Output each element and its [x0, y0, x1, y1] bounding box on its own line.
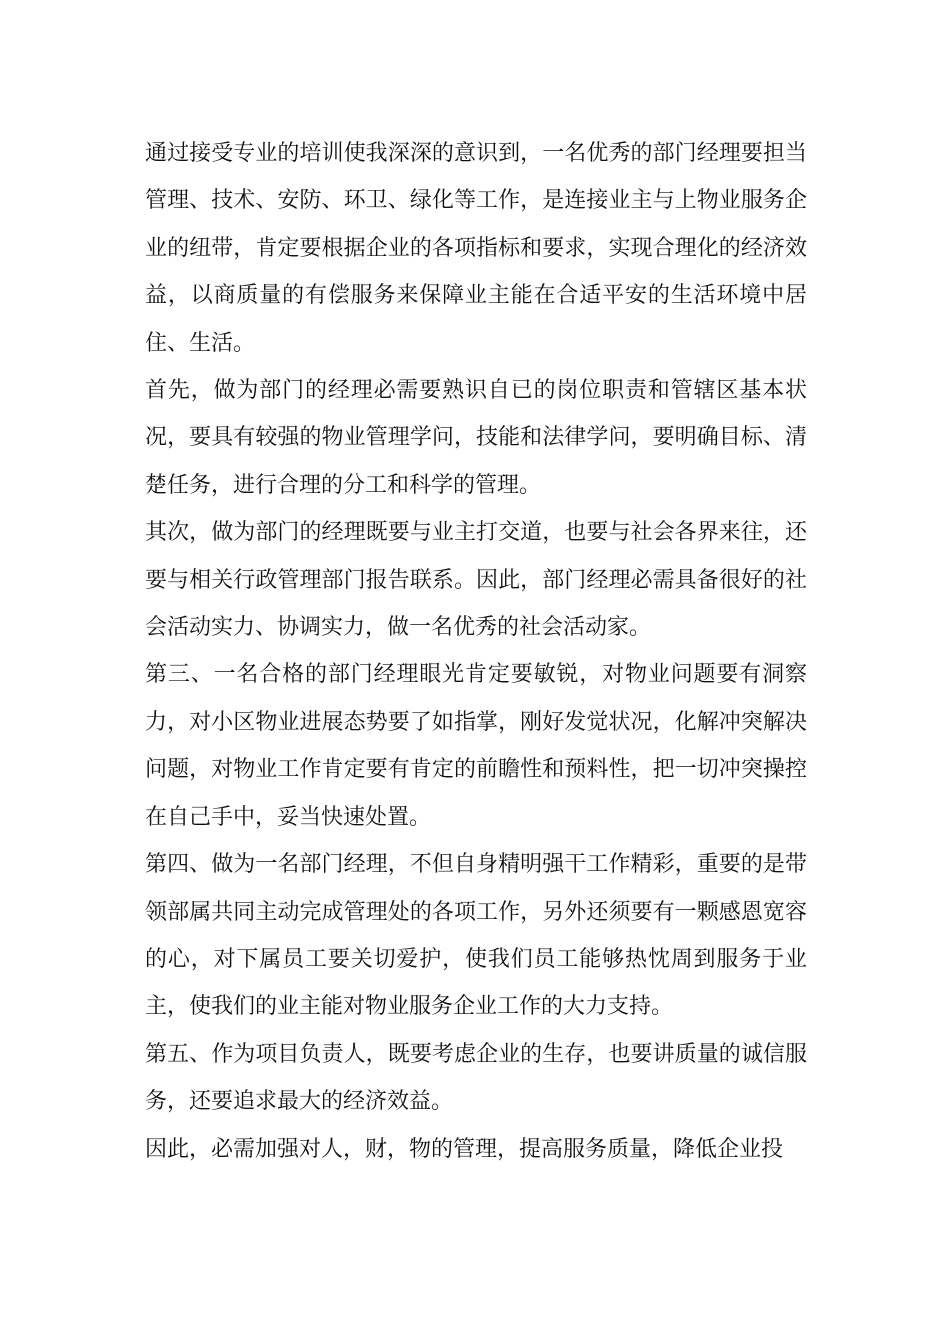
document-body — [145, 130, 807, 1173]
paragraph-3: 其次，做为部门的经理既要与业主打交道，也要与社会各界来往，还要与相关行政管理部门报告联系。因此，部门经理必需具备很好的社会活动实力、协调实力，做一名优秀的社会活动家。 — [145, 520, 807, 641]
paragraph-4: 第三、一名合格的部门经理眼光肯定要敏锐，对物业问题要有洞察力，对小区物业进展态势要了如指掌，刚好发觉状况，化解冲突解决问题，对物业工作肯定要有肯定的前瞻性和预料性，把一切冲突操控在自己手中，妥当快速处置。 — [145, 662, 807, 830]
paragraph-7: 因此，必需加强对人，财，物的管理，提高服务质量，降低企业投 — [145, 1136, 784, 1162]
paragraph-1: 通过接受专业的培训使我深深的意识到，一名优秀的部门经理要担当管理、技术、安防、环卫、绿化等工作，是连接业主与上物业服务企业的纽带，肯定要根据企业的各项指标和要求，实现合理化的经济效益，以商质量的有偿服务来保障业主能在合适平安的生活环境中居住、生活。 — [145, 141, 807, 356]
paragraph-2: 首先，做为部门的经理必需要熟识自已的岗位职责和管辖区基本状况，要具有较强的物业管理学问，技能和法律学问，要明确目标、清楚任务，进行合理的分工和科学的管理。 — [145, 378, 807, 498]
paragraph-6: 第五、作为项目负责人，既要考虑企业的生存，也要讲质量的诚信服务，还要追求最大的经济效益。 — [145, 1041, 807, 1115]
paragraph-5: 第四、做为一名部门经理，不但自身精明强干工作精彩，重要的是带领部属共同主动完成管理处的各项工作，另外还须要有一颗感恩宽容的心，对下属员工要关切爱护，使我们员工能够热忱周到服务于业主，使我们的业主能对物业服务企业工作的大力支持。 — [145, 852, 807, 1020]
